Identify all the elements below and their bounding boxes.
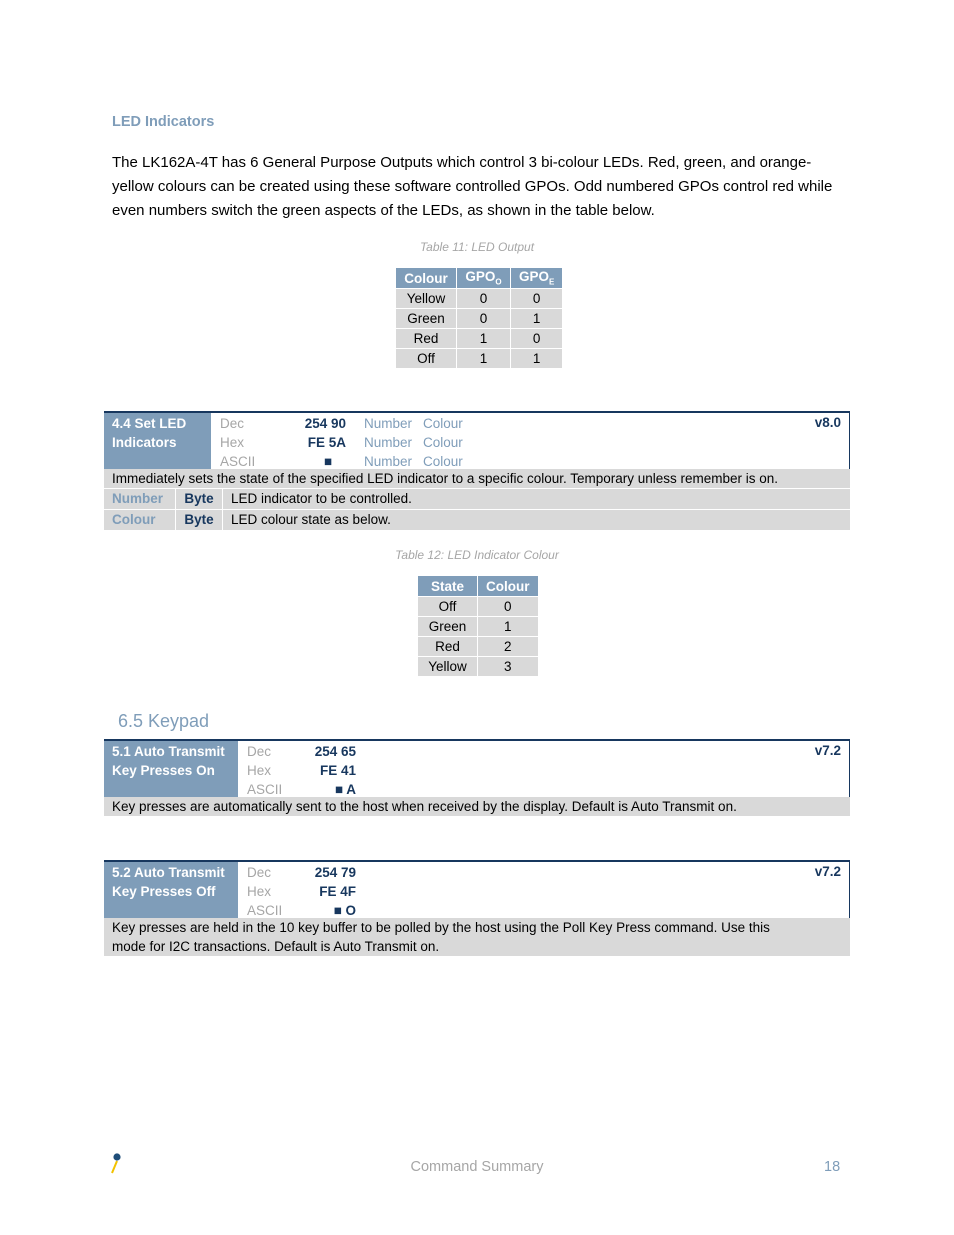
param-row-number: Number Byte LED indicator to be controlled. bbox=[104, 489, 850, 509]
dec-label: Dec bbox=[247, 865, 272, 880]
dec-value: 254 65 bbox=[314, 744, 356, 759]
param-number: Number bbox=[364, 416, 413, 431]
ascii-label: ASCII bbox=[247, 903, 283, 918]
table-row: Red 1 0 bbox=[396, 329, 563, 349]
param-colour: Colour bbox=[423, 435, 463, 450]
version-badge: v8.0 bbox=[814, 415, 841, 430]
dec-value: 254 90 bbox=[304, 416, 346, 431]
dec-value: 254 79 bbox=[314, 865, 356, 880]
param-number: Number bbox=[364, 454, 413, 469]
command-title: 5.1 Auto Transmit Key Presses On bbox=[104, 741, 238, 797]
page-number: 18 bbox=[824, 1159, 841, 1175]
table-row: Off 1 1 bbox=[396, 349, 563, 369]
ascii-value: ■ bbox=[323, 454, 332, 469]
hex-value: FE 41 bbox=[319, 763, 356, 778]
param-colour: Colour bbox=[423, 454, 463, 469]
table11-header-gpo-even: $GPO_E$ bbox=[511, 268, 563, 289]
table-row: Red 2 bbox=[418, 637, 539, 657]
table11-header-colour: Colour bbox=[396, 268, 457, 289]
command-set-led-indicators bbox=[104, 411, 850, 530]
table12-header-state: State bbox=[418, 576, 478, 597]
led-output-table bbox=[395, 267, 563, 369]
command-description: Immediately sets the state of the specified LED indicator to a specific colour. Temporary unless remember is on. bbox=[104, 469, 850, 488]
hex-label: Hex bbox=[220, 435, 245, 450]
section-heading-keypad: 6.5 Keypad bbox=[118, 711, 210, 731]
dec-label: Dec bbox=[220, 416, 245, 431]
table11-caption: Table 11: LED Output bbox=[419, 240, 535, 254]
table11-header-gpo-odd: $GPO_O$ bbox=[457, 268, 511, 289]
table12-caption: Table 12: LED Indicator Colour bbox=[395, 548, 559, 562]
param-number: Number bbox=[364, 435, 413, 450]
command-title: 4.4 Set LED Indicators bbox=[104, 413, 211, 469]
command-description: Key presses are held in the 10 key buffer to be polled by the host using the Poll Key Press command. Use this mode for I2C transactions. Default is Auto Transmit on. bbox=[104, 918, 850, 956]
table-row: Yellow 3 bbox=[418, 657, 539, 677]
version-badge: v7.2 bbox=[814, 864, 841, 879]
table-row: Green 0 1 bbox=[396, 309, 563, 329]
command-description: Key presses are automatically sent to the host when received by the display. Default is Auto Transmit on. bbox=[104, 797, 850, 816]
footer-title: Command Summary bbox=[410, 1159, 544, 1175]
ascii-label: ASCII bbox=[247, 782, 283, 797]
hex-value: FE 5A bbox=[307, 435, 346, 450]
ascii-label: ASCII bbox=[220, 454, 256, 469]
ascii-value: ■ A bbox=[334, 782, 356, 797]
table-row: Off 0 bbox=[418, 597, 539, 617]
table-row: Yellow 0 0 bbox=[396, 289, 563, 309]
command-auto-transmit-on bbox=[104, 739, 850, 816]
param-colour: Colour bbox=[423, 416, 463, 431]
table-row: Green 1 bbox=[418, 617, 539, 637]
hex-label: Hex bbox=[247, 884, 272, 899]
ascii-value: ■ O bbox=[333, 903, 356, 918]
version-badge: v7.2 bbox=[814, 743, 841, 758]
hex-label: Hex bbox=[247, 763, 272, 778]
hex-value: FE 4F bbox=[319, 884, 356, 899]
dec-label: Dec bbox=[247, 744, 272, 759]
param-row-colour: Colour Byte LED colour state as below. bbox=[104, 510, 850, 530]
led-indicator-colour-table bbox=[417, 575, 539, 677]
led-intro-paragraph: The LK162A-4T has 6 General Purpose Outputs which control 3 bi-colour LEDs. Red, green, and orange-yellow colours can be created using these software controlled GPOs. Odd numbered GPOs control red while even numbers switch the green aspects of the LEDs, as shown in the table below. bbox=[112, 154, 833, 219]
command-auto-transmit-off bbox=[104, 860, 850, 956]
section-heading-led-indicators: LED Indicators bbox=[112, 114, 215, 130]
command-title: 5.2 Auto Transmit Key Presses Off bbox=[104, 862, 238, 918]
table12-header-colour: Colour bbox=[478, 576, 539, 597]
